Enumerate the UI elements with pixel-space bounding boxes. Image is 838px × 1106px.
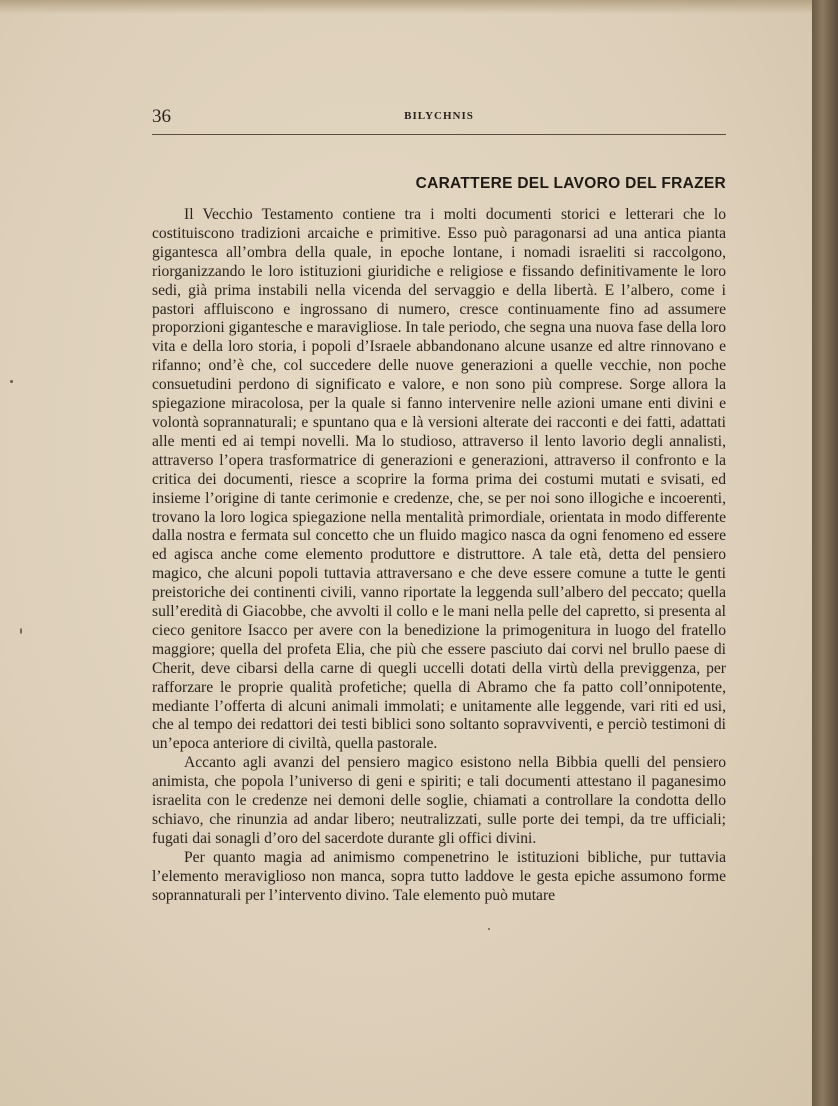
- paper-speck: [10, 380, 13, 383]
- article-title: CARATTERE DEL LAVORO DEL FRAZER: [415, 175, 726, 192]
- paragraph: Accanto agli avanzi del pensiero magico esistono nella Bibbia quelli del pensiero animista, che popola l’universo di geni e spiriti; e tali documenti attestano il paganesimo israelita con le credenze nei demoni delle soglie, chiamati a controllare la condotta dello schiavo, che rinunzia ad andar libero; neutralizzati, sulle porte dei tempi, da tre ufficiali; fugati dai sonagli d’oro del sacerdote durante gli offici divini.: [152, 754, 726, 847]
- paragraph: Il Vecchio Testamento contiene tra i molti documenti storici e letterari che lo costituiscono tradizioni arcaiche e primitive. Esso può paragonarsi ad una antica pianta gigantesca all’ombra della quale, in epoche lontane, i nomadi israeliti si raccolgono, riorganizzando le loro istituzioni giuridiche e religiose e fissando definitivamente le loro sedi, già prima instabili nella vicenda del servaggio e della libertà. E l’albero, come i pastori affluiscono e ingrossano di numero, cresce continuamente fino ad assumere proporzioni gigantesche e maravigliose. In tale periodo, che segna una nuova fase della loro vita e della loro storia, i popoli d’Israele abbandonano alcune usanze ed altre rinnovano e rifanno; ond’è che, col succedere delle nuove generazioni a quelle vecchie, non poche consuetudini perdono di significato e valore, e non sono più comprese. Sorge allora la spiegazione miracolosa, per la quale si fanno intervenire nelle azioni umane enti divini e volontà soprannaturali; e spuntano qua e là versioni alterate dei racconti e dei fatti, adattati alle menti ed ai tempi novelli. Ma lo studioso, attraverso il lento lavorio degli annalisti, attraverso l’opera trasformatrice di generazioni e generazioni, attraverso il confronto e la critica dei documenti, riesce a scoprire la forma prima dei costumi mutati e svisati, ed insieme l’origine di tante cerimonie e credenze, che, se per noi sono illogiche e incoerenti, trovano la loro logica spiegazione nella mentalità primordiale, orientata in modo differente dalla nostra e fermata sul concetto che un fluido magico nasca da ogni fenomeno ed essere ed agisca anche come elemento produttore e distruttore. A tale età, detta del pensiero magico, che alcuni popoli tuttavia attraversano e che deve essere comune a tutte le genti preistoriche dei continenti civili, vanno riportate la leggenda sull’albero del peccato; quella sull’eredità di Giacobbe, che avvolti il collo e le mani nella pelle del capretto, si presenta al cieco genitore Isacco per avere con la benedizione la primogenitura in luogo del fratello maggiore; quella del profeta Elia, che più che essere pasciuto dai corvi nel brullo paese di Cherit, deve cibarsi della carne di quegli uccelli dotati della virtù della previggenza, per rafforzare le proprie qualità profetiche; quella di Abramo che fa patto coll’onnipotente, mediante l’offerta di alcuni animali immolati; e unitamente alle leggende, vari riti ed usi, che al tempo dei redattori dei testi biblici sono soltanto sopravviventi, e perciò testimoni di un’epoca anteriore di civiltà, quella pastorale.: [152, 206, 726, 753]
- page-stain: [0, 0, 812, 14]
- paper-speck: [488, 928, 490, 930]
- book-spine-edge: [812, 0, 838, 1106]
- paragraph: Per quanto magia ad animismo compenetrino le istituzioni bibliche, pur tuttavia l’elemento meraviglioso non manca, sopra tutto laddove le gesta epiche assumono forme soprannaturali per l’intervento divino. Tale elemento può mutare: [152, 848, 726, 904]
- page-number: 36: [152, 106, 171, 127]
- running-head: BILYCHNIS: [404, 110, 474, 122]
- article-body: [152, 206, 726, 906]
- page-header: [152, 106, 726, 135]
- paper-speck: [20, 628, 22, 634]
